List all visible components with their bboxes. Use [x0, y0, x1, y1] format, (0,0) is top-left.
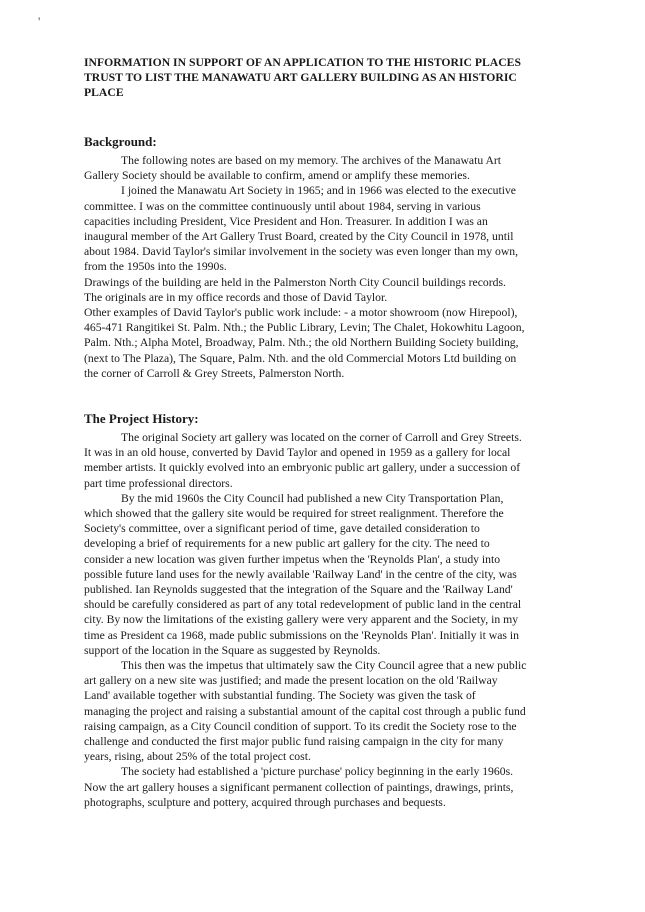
text-line: This then was the impetus that ultimately saw the City Council agree that a new public [121, 659, 527, 673]
text-line: Gallery Society should be available to confirm, amend or amplify these memories. [84, 169, 470, 183]
text-line: published. Ian Reynolds suggested that the integration of the Square and the 'Railway Land' [84, 583, 513, 597]
text-line: time as President ca 1968, made public submissions on the 'Reynolds Plan'. Initially it was in [84, 628, 519, 642]
text-line: 465-471 Rangitikei St. Palm. Nth.; the Public Library, Levin; The Chalet, Hokowhitu Lagoon, [84, 321, 525, 335]
text-line: Drawings of the building are held in the Palmerston North City Council buildings records. [84, 275, 506, 289]
text-line: It was in an old house, converted by David Taylor and opened in 1959 as a gallery for local [84, 446, 511, 460]
title-line: PLACE [84, 86, 124, 100]
text-line: the corner of Carroll & Grey Streets, Palmerston North. [84, 366, 345, 380]
project-history-section [84, 410, 584, 810]
text-line: Land' available together with substantial funding. The Society was given the task of [84, 689, 476, 703]
text-line: capacities including President, Vice President and Hon. Treasurer. In addition I was an [84, 214, 488, 228]
text-line: inaugural member of the Art Gallery Trust Board, created by the City Council in 1978, until [84, 230, 514, 244]
title-line: INFORMATION IN SUPPORT OF AN APPLICATION TO THE HISTORIC PLACES [84, 56, 521, 69]
project-history-body [84, 430, 584, 810]
document-title [84, 55, 584, 101]
text-line: support of the location in the Square as suggested by Reynolds. [84, 643, 381, 657]
text-line: Society's committee, over a significant period of time, gave detailed consideration to [84, 522, 480, 536]
text-line: I joined the Manawatu Art Society in 1965; and in 1966 was elected to the executive [121, 184, 516, 198]
text-line: part time professional directors. [84, 476, 233, 490]
text-line: which showed that the gallery site would be required for street realignment. Therefore the [84, 507, 504, 521]
text-line: Other examples of David Taylor's public work include: - a motor showroom (now Hirepool), [84, 306, 518, 320]
text-line: committee. I was on the committee continuously until about 1984, serving in various [84, 199, 481, 213]
project-history-heading: The Project History: [84, 411, 199, 426]
background-body [84, 153, 584, 381]
text-line: about 1984. David Taylor's similar involvement in the society was even longer than my own, [84, 245, 519, 259]
title-line: TRUST TO LIST THE MANAWATU ART GALLERY BUILDING AS AN HISTORIC [84, 71, 517, 85]
text-line: The following notes are based on my memory. The archives of the Manawatu Art [121, 154, 502, 167]
text-line: (next to The Plaza), The Square, Palm. Nth. and the old Commercial Motors Ltd building on [84, 351, 517, 365]
text-line: from the 1950s into the 1990s. [84, 260, 227, 274]
background-heading: Background: [84, 134, 157, 149]
text-line: By the mid 1960s the City Council had published a new City Transportation Plan, [121, 491, 504, 505]
text-line: possible future land uses for the newly available 'Railway Land' in the centre of the city, was [84, 567, 517, 581]
text-line: consider a new location was given further impetus when the 'Reynolds Plan', a study into [84, 552, 501, 566]
background-section [84, 133, 584, 381]
text-line: The original Society art gallery was located on the corner of Carroll and Grey Streets. [121, 431, 522, 444]
text-line: member artists. It quickly evolved into an embryonic public art gallery, under a succession of [84, 461, 521, 475]
text-line: The originals are in my office records and those of David Taylor. [84, 290, 388, 304]
text-line: Now the art gallery houses a significant permanent collection of paintings, drawings, prints, [84, 780, 514, 794]
text-line: should be carefully considered as part of any total redevelopment of public land in the central [84, 598, 522, 612]
text-line: The society had established a 'picture purchase' policy beginning in the early 1960s. [121, 765, 514, 779]
text-line: years, rising, about 25% of the total project cost. [84, 750, 311, 764]
text-line: art gallery on a new site was justified; and made the present location on the old 'Railway [84, 674, 498, 688]
text-line: city. By now the limitations of the existing gallery were very apparent and the Society, in my [84, 613, 519, 627]
text-line: Palm. Nth.; Alpha Motel, Broadway, Palm. Nth.; the old Northern Building Society building, [84, 336, 519, 350]
text-line: managing the project and raising a substantial amount of the capital cost through a public fund [84, 704, 526, 718]
text-line: photographs, sculpture and pottery, acquired through purchases and bequests. [84, 795, 446, 809]
text-line: raising campaign, as a City Council condition of support. To its credit the Society rose to the [84, 719, 517, 733]
text-line: developing a brief of requirements for a new public art gallery for the city. The need to [84, 537, 490, 551]
text-line: challenge and conducted the first major public fund raising campaign in the city for many [84, 735, 504, 749]
page-mark: ' [38, 14, 41, 29]
